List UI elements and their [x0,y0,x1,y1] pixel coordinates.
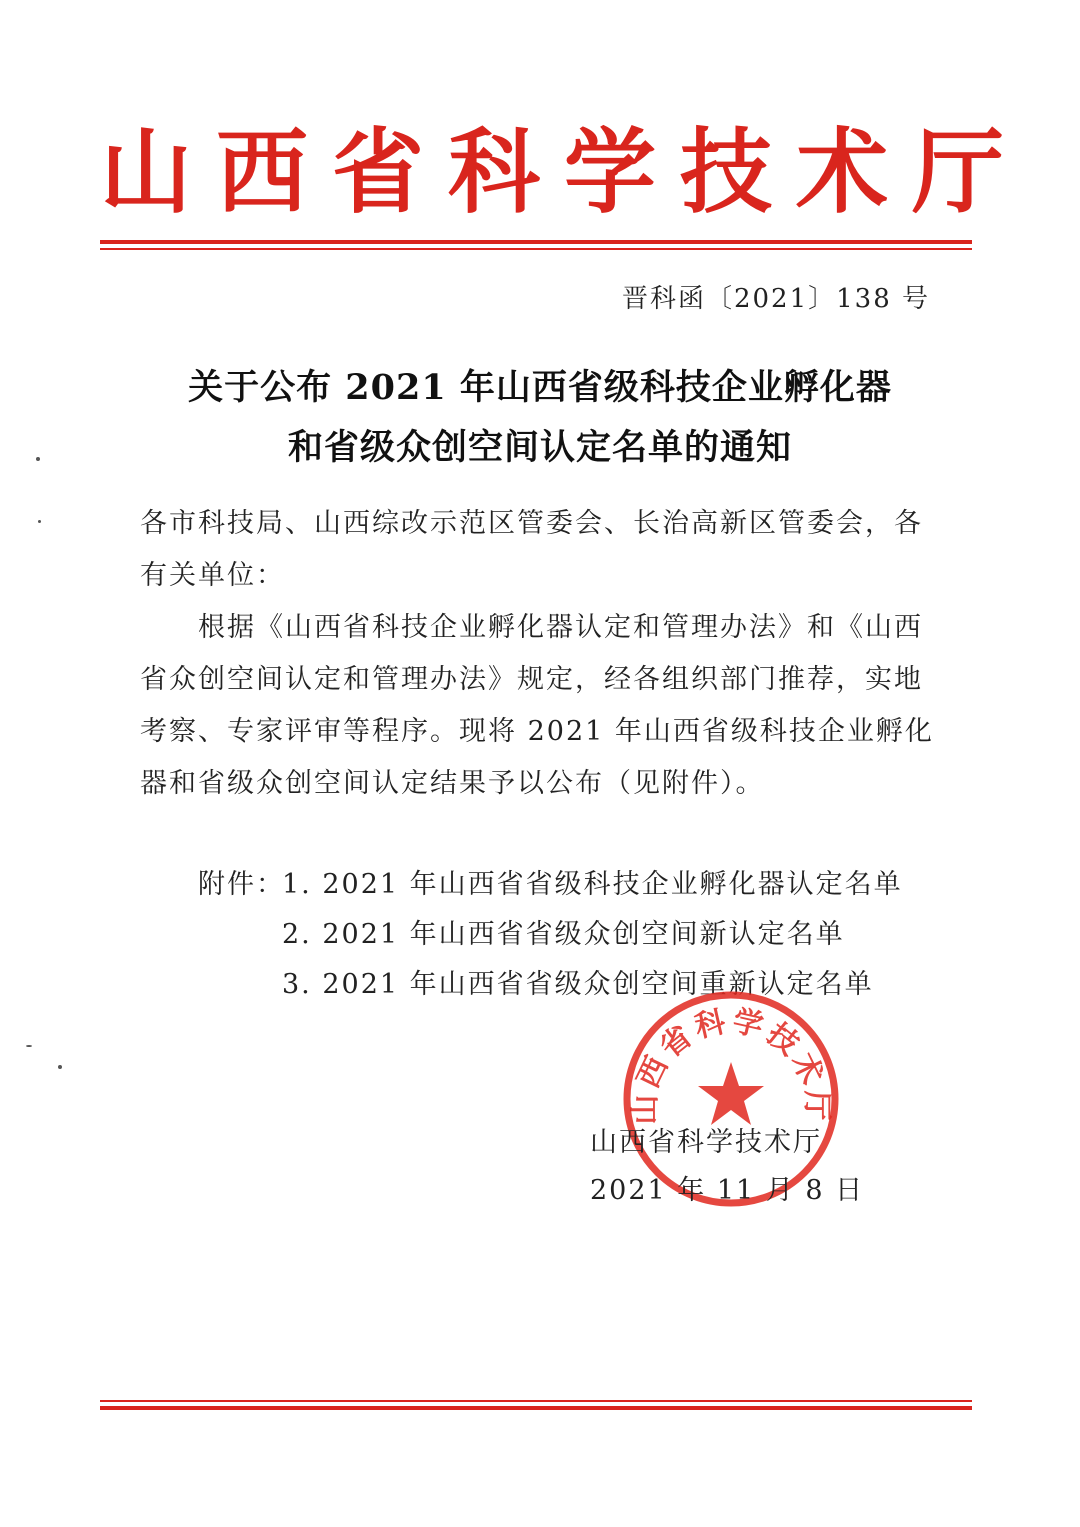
footer-rule-thin [100,1400,972,1402]
seal-text: 山西省科学技术厅 [627,1003,835,1125]
masthead-title: 山西省科学技术厅 [100,119,1029,226]
scan-speck [58,1065,62,1069]
title-line-2: 和省级众创空间认定名单的通知 [287,427,792,468]
title-line-1: 关于公布 2021 年山西省级科技企业孵化器 [188,367,892,408]
scan-speck [36,457,40,461]
masthead-rule-thick [100,240,972,244]
signature-date: 2021 年 11 月 8 日 [590,1175,865,1206]
attachment-item-3: 3. 2021 年山西省省级众创空间重新认定名单 [282,969,874,1000]
body-paragraph: 根据《山西省科技企业孵化器认定和管理办法》和《山西省众创空间认定和管理办法》规定，经各组织部门推荐，实地考察、专家评审等程序。现将 2021 年山西省级科技企业孵化器和省级众创空间认定结果予以公布（见附件）。 [140,612,934,799]
document-number: 晋科函〔2021〕138 号 [621,284,930,314]
masthead-rule-thin [100,248,972,250]
attachment-item-1: 1. 2021 年山西省省级科技企业孵化器认定名单 [282,869,903,900]
attachment-label: 附件： [198,869,285,900]
attachment-item-2: 2. 2021 年山西省省级众创空间新认定名单 [282,919,845,950]
scan-speck [26,1045,32,1047]
signature-organization: 山西省科学技术厅 [590,1127,822,1158]
seal-star-icon [698,1062,764,1125]
addressee: 各市科技局、山西综改示范区管委会、长治高新区管委会，各有关单位： [140,508,923,591]
scan-speck [38,520,41,523]
footer-rule-thick [100,1406,972,1410]
